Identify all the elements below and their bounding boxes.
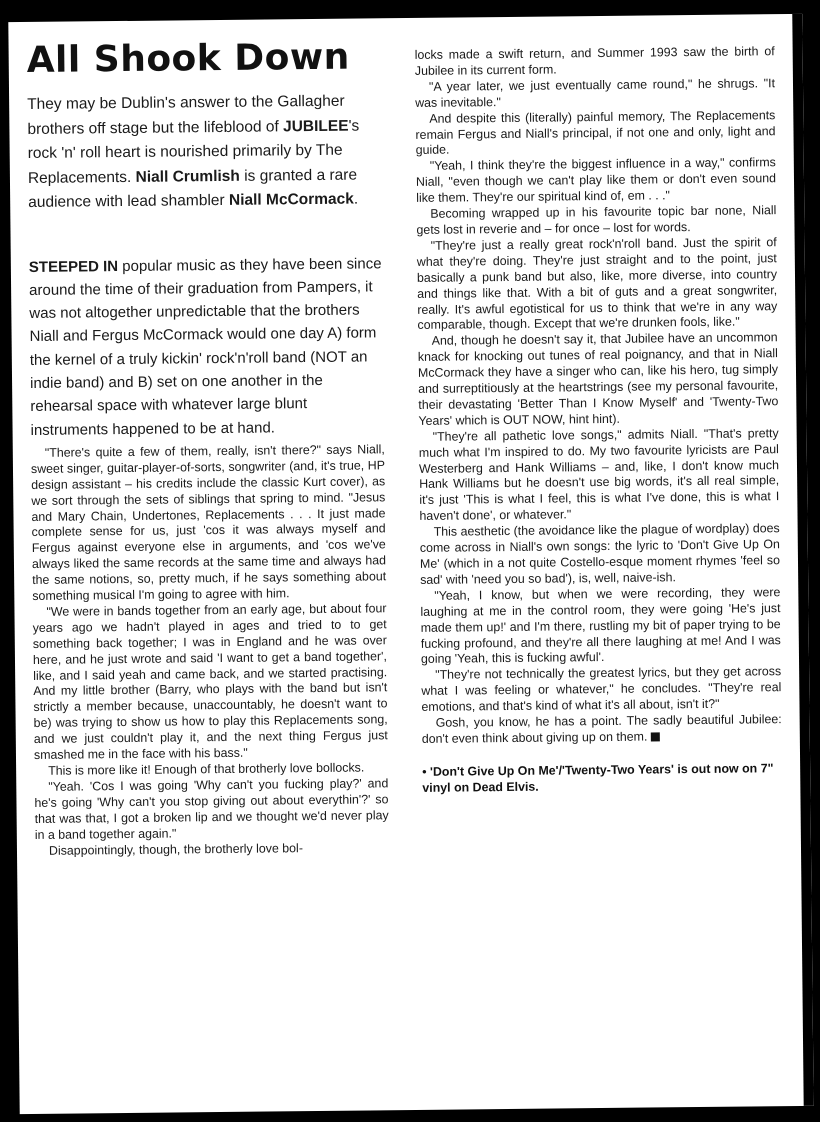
end-mark-icon xyxy=(650,732,659,741)
release-note: • 'Don't Give Up On Me'/'Twenty-Two Years' is out now on 7" vinyl on Dead Elvis. xyxy=(422,761,774,795)
body-paragraph: This is more like it! Enough of that brotherly love bollocks. xyxy=(48,760,365,778)
band-name: JUBILEE xyxy=(282,117,349,135)
author-name: Niall Crumlish xyxy=(135,167,240,186)
standfirst-text: is granted a rare audience with lead shambler xyxy=(28,166,358,211)
body-paragraph: "Yeah, I know, but when we were recording, they were laughing at me in the control room, they were going 'He's just made them up!' and I'm there, rustling my bit of paper trying to be fucking profound, and they're all there laughing at me! And I was going 'Yeah, this is fucking awful'. xyxy=(420,584,781,667)
standfirst-text: 's rock 'n' roll heart is nourished primarily by The Replacements. xyxy=(27,117,360,187)
standfirst xyxy=(27,89,382,215)
left-column xyxy=(26,36,389,859)
lead-dropin: STEEPED IN xyxy=(28,257,119,276)
body-paragraph: And despite this (literally) painful memory, The Replacements remain Fergus and Niall's principal, if not one and only, light and guide. xyxy=(415,107,776,158)
right-body xyxy=(415,44,782,748)
body-paragraph: "They're all pathetic love songs," admits Niall. "That's pretty much what I'm inspired to do. My two favourite lyricists are Paul Westerberg and Hank Williams – and, like, I don't know much Hank Williams but he doesn't use big words, it's all real simple, it's just 'This is what I feel, this is what I've done, this is what I haven't done', or whatever." xyxy=(418,425,780,524)
body-paragraph: "Yeah, I think they're the biggest influence in a way," confirms Niall, "even though we can't play like them or don't even sound like them. They're our spiritual kind of, em . . ." xyxy=(415,155,777,206)
page-edge-shadow xyxy=(792,14,813,1106)
left-body xyxy=(31,442,389,859)
subject-name: Niall McCormack xyxy=(228,190,354,209)
body-paragraph: "They're not technically the greatest lyrics, but they get across what I was feeling or whatever," he concludes. "They're real emotions, and that's kind of what it's all about, isn't it?" xyxy=(421,664,782,715)
body-paragraph: Disappointingly, though, the brotherly love bol- xyxy=(48,840,303,858)
body-paragraph: Becoming wrapped up in his favourite topic bar none, Niall gets lost in reverie and – for once – lost for words. xyxy=(416,203,777,237)
final-text: Gosh, you know, he has a point. The sadly beautiful Jubilee: don't even think about giving up on them. xyxy=(421,712,782,746)
body-paragraph: "We were in bands together from an early age, but about four years ago we hadn't played in ages and tried to to get something back together; I was in England and he was over here, and he just wrote and said 'I want to get a band together', like, and I said yeah and came back, and we started practising. And my little brother (Barry, who plays with the band but isn't strictly a member because, unaccountably, he doesn't want to be) was trying to show us how to play this Replacements song, and we just couldn't play it, and the next thing Fergus just smashed me in the face with his bass." xyxy=(32,601,388,763)
body-paragraph: This aesthetic (the avoidance like the plague of wordplay) does come across in Niall's own songs: the lyric to 'Don't Give Up On Me' (which in a not quite Costello-esque moment rhymes 'feel so sad' with 'need you so bad'), is, well, naive-ish. xyxy=(419,521,781,587)
standfirst-text: They may be Dublin's answer to the Gallagher brothers off stage but the lifeblood of xyxy=(27,92,345,138)
lead-text: popular music as they have been since around the time of their graduation from Pampers, it was not altogether unpredictable that the brothers Niall and Fergus McCormack would one day A) form the kernel of a truly kickin' rock'n'roll band (NOT an indie band) and B) set on one another in the rehearsal space with whatever large blunt instruments happened to be at hand. xyxy=(29,254,382,439)
magazine-page xyxy=(8,14,813,1114)
final-paragraph xyxy=(422,712,782,748)
article-title: All Shook Down xyxy=(26,36,350,81)
right-column xyxy=(415,44,783,796)
standfirst-text: . xyxy=(353,190,359,208)
body-paragraph: locks made a swift return, and Summer 1993 saw the birth of Jubilee in its current form. xyxy=(414,44,775,78)
body-paragraph: And, though he doesn't say it, that Jubilee have an uncommon knack for knocking out tunes of real poignancy, and that in Niall McCormack they have a singer who can, like his hero, tug simply and surreptitiously at the heartstrings (see my personal favourite, their devastating 'Better Than I Know Myself' and 'Twenty-Two Years' which is OUT NOW, hint hint). xyxy=(417,330,779,428)
body-paragraph: "Yeah. 'Cos I was going 'Why can't you fucking play?' and he's going 'Why can't you stop giving out about everythin'?' so that was that, I got a broken lip and we thought we'd never play in a band together again." xyxy=(34,776,389,842)
lead-paragraph xyxy=(29,252,385,442)
body-paragraph: "There's quite a few of them, really, isn't there?" says Niall, sweet singer, guitar-player-of-sorts, songwriter (and, it's true, HP design assistant – his credits include the classic Kurt cover), as we sort through the sets of siblings that spring to mind. "Jesus and Mary Chain, Undertones, Replacements . . . It just made complete sense for us, just 'cos it was always myself and Fergus against everyone else in arguments, and 'cos we've always liked the same records at the same time and always had the same notions, so, pretty much, if he says something about something musical I'm going to agree with him. xyxy=(30,442,387,603)
body-paragraph: "A year later, we just eventually came round," he shrugs. "It was inevitable." xyxy=(415,75,776,110)
body-paragraph: "They're just a really great rock'n'roll band. Just the spirit of what they're doing. They're just straight and to the point, just basically a punk band but also, like, more diverse, into country and things like that. With a bit of guts and a great songwriter, really. It's awful egotistical for us to think that we're in any way comparable, though. Except that we're drunken fools, like." xyxy=(416,235,778,333)
